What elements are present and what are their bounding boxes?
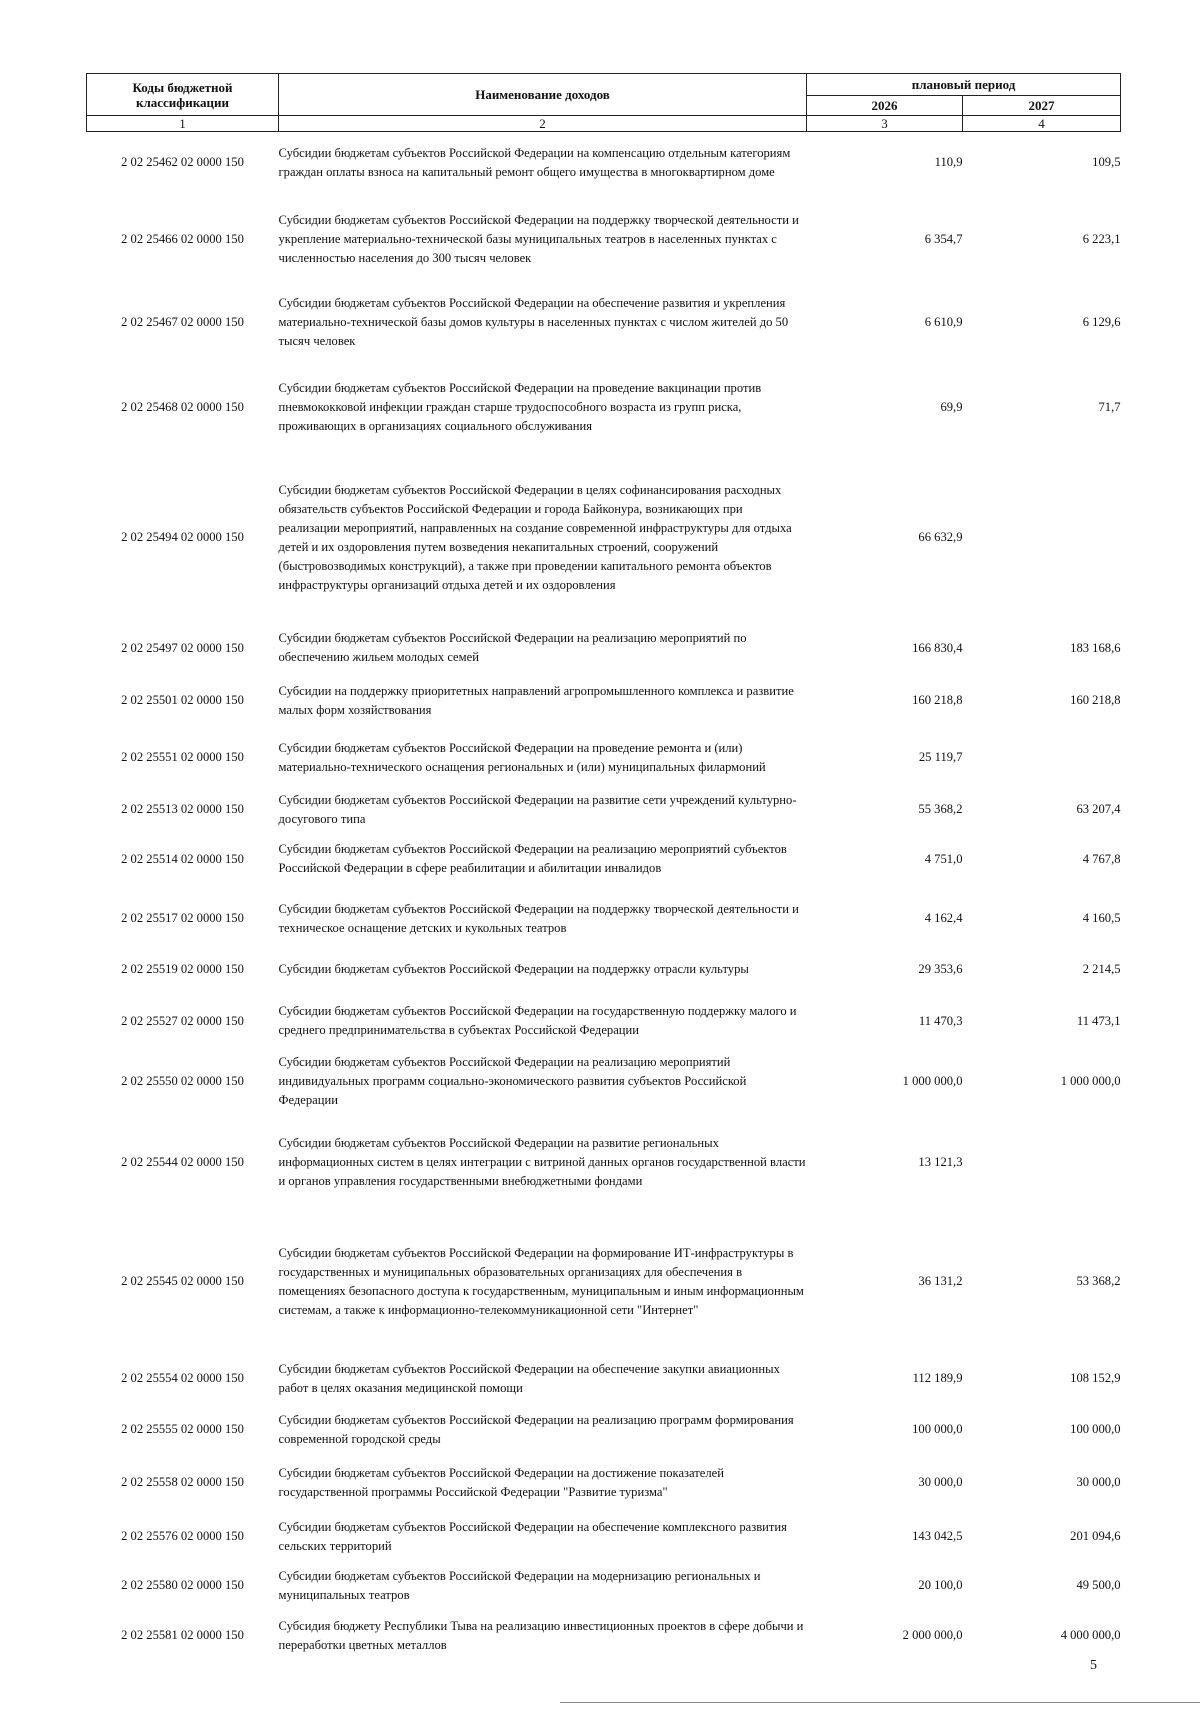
value-2026: 29 353,6 (918, 962, 963, 976)
column-number-4: 4 (963, 116, 1121, 132)
table-row (87, 1350, 1121, 1408)
table-row (87, 676, 1121, 726)
budget-code: 2 02 25545 02 0000 150 (121, 1274, 244, 1288)
revenue-name: Субсидии бюджетам субъектов Российской Федерации на обеспечение закупки авиационных работ в целях оказания медицинской помощи (278, 1361, 780, 1395)
table-row (87, 1214, 1121, 1350)
period-header: плановый период (807, 74, 1121, 96)
revenue-name: Субсидии бюджетам субъектов Российской Федерации на компенсацию отдельным категориям граждан оплаты взноса на капитальный ремонт общего имущества в многоквартирном доме (278, 145, 791, 179)
budget-code: 2 02 25558 02 0000 150 (121, 1475, 244, 1489)
value-2026: 110,9 (934, 155, 963, 170)
revenue-name: Субсидии бюджетам субъектов Российской Федерации на реализацию мероприятий субъектов Российской Федерации в сфере реабилитации и абилитации инвалидов (278, 842, 787, 875)
table-row (87, 1612, 1121, 1660)
revenue-name: Субсидии бюджетам субъектов Российской Федерации на реализацию программ формирования современной городской среды (278, 1412, 794, 1446)
value-2027: 11 473,1 (1076, 1013, 1121, 1028)
revenue-name: Субсидии бюджетам субъектов Российской Федерации на реализацию мероприятий по обеспечению жильем молодых семей (278, 631, 747, 664)
value-2026: 112 189,9 (912, 1371, 963, 1385)
revenue-name: Субсидии бюджетам субъектов Российской Федерации на развитие сети учреждений культурно-досугового типа (278, 792, 797, 826)
value-2026: 166 830,4 (912, 640, 963, 655)
year-2026-header: 2026 (807, 96, 963, 116)
revenue-name: Субсидии бюджетам субъектов Российской Федерации на поддержку творческой деятельности и укрепление материально-технической базы муниципальных театров в населенных пунктах с численностью населения до 300 тысяч человек (278, 213, 799, 265)
table-row (87, 455, 1121, 621)
revenue-name: Субсидии бюджетам субъектов Российской Федерации на поддержку отрасли культуры (278, 962, 749, 976)
value-2027 (963, 726, 1121, 790)
table-row (87, 726, 1121, 790)
value-2027 (963, 1112, 1121, 1214)
column-number-2: 2 (279, 116, 807, 132)
scan-edge-divider (560, 1702, 1200, 1703)
revenue-name: Субсидии бюджетам субъектов Российской Федерации в целях софинансирования расходных обязательств субъектов Российской Федерации и города Байконура, возникающих при реализации мероприятий, направленных на создание современной инфраструктуры для отдыха детей и их оздоровления путем возведения некапитальных строений, сооружений (быстровозводимых конструкций), а также при проведении капитального ремонта объектов инфраструктуры организаций отдыха детей и их оздоровления (278, 482, 792, 592)
table-row (87, 1408, 1121, 1452)
value-2027: 201 094,6 (1070, 1529, 1121, 1543)
value-2026: 30 000,0 (918, 1475, 963, 1489)
revenue-name: Субсидии бюджетам субъектов Российской Федерации на проведение ремонта и (или) материально-технического оснащения региональных и (или) муниципальных филармоний (278, 740, 766, 774)
table-row (87, 1112, 1121, 1214)
budget-code: 2 02 25555 02 0000 150 (121, 1422, 244, 1436)
value-2027: 6 223,1 (1082, 232, 1121, 246)
year-2027-header: 2027 (963, 96, 1121, 116)
column-number-3: 3 (807, 116, 963, 132)
budget-code: 2 02 25544 02 0000 150 (121, 1155, 244, 1169)
value-2026: 25 119,7 (918, 750, 963, 764)
revenue-name: Субсидии бюджетам субъектов Российской Федерации на развитие региональных информационных систем в целях интеграции с витриной данных органов государственной власти и органов управления государственными внебюджетными фондами (278, 1136, 806, 1188)
budget-code: 2 02 25466 02 0000 150 (121, 232, 244, 246)
table-row (87, 889, 1121, 949)
value-2027: 108 152,9 (1070, 1371, 1121, 1385)
table-row (87, 621, 1121, 676)
budget-code: 2 02 25467 02 0000 150 (121, 315, 244, 329)
value-2027 (963, 455, 1121, 621)
table-row (87, 949, 1121, 991)
value-2026: 13 121,3 (918, 1155, 963, 1169)
table-row (87, 132, 1121, 194)
value-2027: 4 160,5 (1082, 911, 1121, 925)
revenue-name: Субсидии бюджетам субъектов Российской Федерации на обеспечение развития и укрепления материально-технической базы домов культуры в населенных пунктах с числом жителей до 50 тысяч человек (278, 296, 789, 348)
value-2027: 4 767,8 (1082, 851, 1121, 866)
value-2026: 160 218,8 (912, 693, 963, 707)
table-row (87, 194, 1121, 286)
value-2026: 4 751,0 (924, 851, 963, 866)
value-2026: 20 100,0 (918, 1578, 963, 1592)
revenue-table (86, 73, 1121, 1660)
value-2026: 2 000 000,0 (902, 1628, 963, 1642)
value-2026: 6 610,9 (924, 315, 963, 329)
budget-code: 2 02 25462 02 0000 150 (121, 155, 244, 170)
budget-code: 2 02 25494 02 0000 150 (121, 530, 244, 544)
value-2027: 4 000 000,0 (1060, 1628, 1121, 1642)
value-2027: 183 168,6 (1070, 640, 1121, 655)
value-2026: 11 470,3 (918, 1013, 963, 1028)
value-2027: 2 214,5 (1082, 962, 1121, 976)
value-2026: 4 162,4 (924, 911, 963, 925)
value-2027: 53 368,2 (1076, 1274, 1121, 1288)
revenue-name: Субсидии бюджетам субъектов Российской Федерации на проведение вакцинации против пневмококковой инфекции граждан старше трудоспособного возраста из групп риска, проживающих в организациях социального обслуживания (278, 380, 762, 433)
value-2027: 71,7 (1098, 399, 1121, 414)
budget-code: 2 02 25550 02 0000 150 (121, 1074, 244, 1088)
budget-code: 2 02 25551 02 0000 150 (121, 750, 244, 764)
table-row (87, 1052, 1121, 1112)
revenue-name: Субсидии бюджетам субъектов Российской Федерации на реализацию мероприятий индивидуальных программ социально-экономического развития субъектов Российской Федерации (278, 1055, 747, 1107)
table-row (87, 360, 1121, 455)
revenue-name: Субсидия бюджету Республики Тыва на реализацию инвестиционных проектов в сфере добычи и переработки цветных металлов (278, 1618, 804, 1652)
revenue-name: Субсидии бюджетам субъектов Российской Федерации на модернизацию региональных и муниципальных театров (278, 1568, 761, 1602)
page-number: 5 (1090, 1658, 1097, 1673)
budget-code: 2 02 25519 02 0000 150 (121, 962, 244, 976)
value-2027: 30 000,0 (1076, 1475, 1121, 1489)
budget-code: 2 02 25497 02 0000 150 (121, 640, 244, 655)
budget-code: 2 02 25580 02 0000 150 (121, 1578, 244, 1592)
revenue-name: Субсидии бюджетам субъектов Российской Федерации на поддержку творческой деятельности и техническое оснащение детских и кукольных театров (278, 901, 799, 935)
table-row (87, 1560, 1121, 1612)
name-header: Наименование доходов (279, 74, 807, 116)
budget-code: 2 02 25501 02 0000 150 (121, 693, 244, 707)
table-row (87, 1452, 1121, 1514)
budget-code: 2 02 25527 02 0000 150 (121, 1013, 244, 1028)
budget-code: 2 02 25514 02 0000 150 (121, 851, 244, 866)
value-2027: 63 207,4 (1076, 802, 1121, 816)
value-2027: 100 000,0 (1070, 1422, 1121, 1436)
revenue-name: Субсидии бюджетам субъектов Российской Федерации на формирование ИТ-инфраструктуры в государственных и муниципальных образовательных организациях для обеспечения в помещениях безопасного доступа к государственным, муниципальным и иным информационным системам, а также к информационно-телекоммуникационной сети "Интернет" (278, 1245, 804, 1317)
value-2027: 6 129,6 (1082, 315, 1121, 329)
codes-header: Коды бюджетной классификации (87, 74, 279, 116)
revenue-name: Субсидии бюджетам субъектов Российской Федерации на обеспечение комплексного развития сельских территорий (278, 1519, 787, 1553)
table-row (87, 286, 1121, 360)
budget-code: 2 02 25513 02 0000 150 (121, 802, 244, 816)
value-2026: 6 354,7 (924, 232, 963, 246)
budget-code: 2 02 25576 02 0000 150 (121, 1529, 244, 1543)
value-2026: 69,9 (940, 399, 963, 414)
revenue-name: Субсидии на поддержку приоритетных направлений агропромышленного комплекса и развитие малых форм хозяйствования (278, 683, 794, 717)
value-2027: 49 500,0 (1076, 1578, 1121, 1592)
value-2027: 160 218,8 (1070, 693, 1121, 707)
value-2026: 55 368,2 (918, 802, 963, 816)
value-2026: 100 000,0 (912, 1422, 963, 1436)
table-row (87, 790, 1121, 830)
table-row (87, 1514, 1121, 1560)
revenue-name: Субсидии бюджетам субъектов Российской Федерации на государственную поддержку малого и среднего предпринимательства в субъектах Российской Федерации (278, 1004, 797, 1037)
value-2026: 143 042,5 (912, 1529, 963, 1543)
revenue-name: Субсидии бюджетам субъектов Российской Федерации на достижение показателей государственной программы Российской Федерации "Развитие туризма" (278, 1465, 725, 1499)
budget-code: 2 02 25468 02 0000 150 (121, 399, 244, 414)
budget-code: 2 02 25554 02 0000 150 (121, 1371, 244, 1385)
budget-code: 2 02 25581 02 0000 150 (121, 1628, 244, 1642)
table-row (87, 830, 1121, 889)
value-2026: 1 000 000,0 (902, 1074, 963, 1088)
column-number-1: 1 (87, 116, 279, 132)
table-row (87, 991, 1121, 1052)
value-2026: 66 632,9 (918, 530, 963, 544)
budget-code: 2 02 25517 02 0000 150 (121, 911, 244, 925)
value-2027: 1 000 000,0 (1060, 1074, 1121, 1088)
value-2027: 109,5 (1092, 155, 1121, 170)
value-2026: 36 131,2 (918, 1274, 963, 1288)
